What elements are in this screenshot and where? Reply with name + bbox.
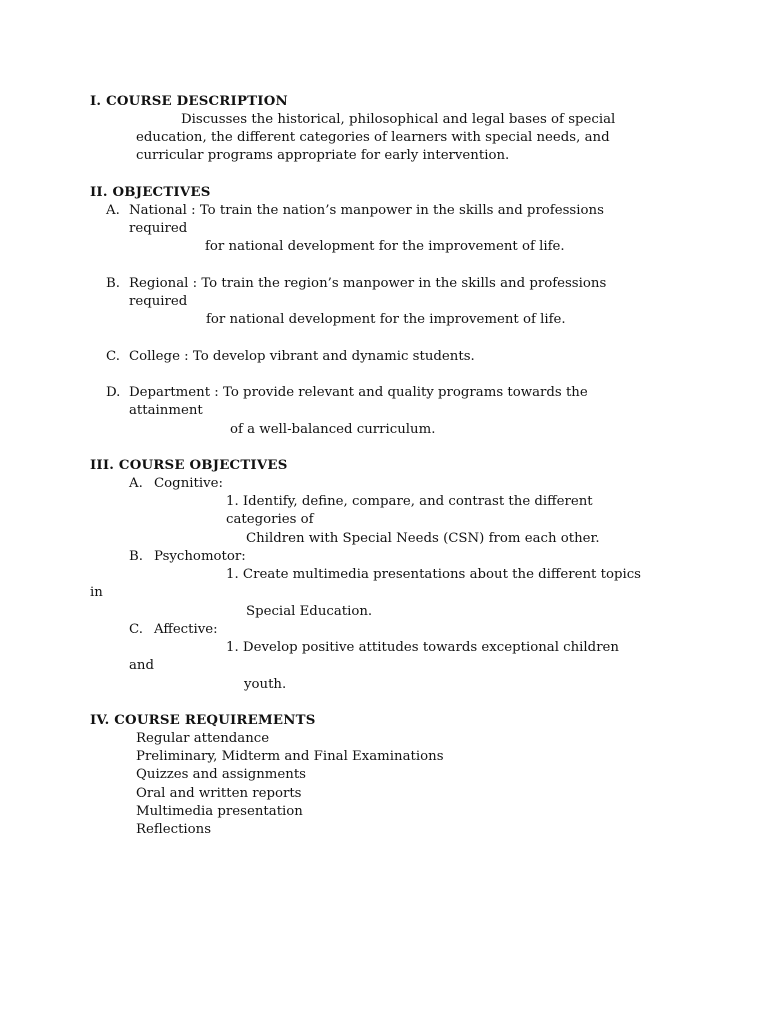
section-heading-course-description: I. COURSE DESCRIPTION [90,94,288,109]
objective-department-line: of a well-balanced curriculum. [230,422,436,437]
course-description-line: education, the different categories of learners with special needs, and [136,130,610,145]
objective-regional-line: for national development for the improvement of life. [206,312,566,327]
objective-national-line: National : To train the nation’s manpower in the skills and professions [129,203,604,218]
requirement-item: Quizzes and assignments [136,767,306,782]
psychomotor-objective-line: 1. Create multimedia presentations about the different topics [226,567,641,582]
objective-regional-line: required [129,294,188,309]
objective-department-line: Department : To provide relevant and quality programs towards the [129,385,588,400]
affective-objective-line: youth. [244,677,287,692]
psychomotor-objective-line: in [90,585,103,600]
section-heading-objectives: II. OBJECTIVES [90,185,211,200]
section-heading-course-objectives: III. COURSE OBJECTIVES [90,458,288,473]
domain-label-psychomotor: Psychomotor: [154,549,246,564]
domain-marker: A. [129,476,143,491]
requirement-item: Reflections [136,822,212,837]
objective-marker: B. [106,276,120,291]
objective-national-line: required [129,221,188,236]
cognitive-objective-line: Children with Special Needs (CSN) from each other. [246,531,600,546]
domain-label-affective: Affective: [154,622,218,637]
objective-department-line: attainment [129,403,203,418]
requirement-item: Oral and written reports [136,786,302,801]
domain-label-cognitive: Cognitive: [154,476,223,491]
domain-marker: C. [129,622,143,637]
affective-objective-line: 1. Develop positive attitudes towards exceptional children [226,640,619,655]
objective-marker: A. [106,203,120,218]
objective-marker: C. [106,349,120,364]
requirement-item: Preliminary, Midterm and Final Examinations [136,749,444,764]
domain-marker: B. [129,549,143,564]
cognitive-objective-line: categories of [226,512,314,527]
course-description-line: curricular programs appropriate for early intervention. [136,148,510,163]
course-description-line: Discusses the historical, philosophical and legal bases of special [181,112,616,127]
affective-objective-line: and [129,658,155,673]
psychomotor-objective-line: Special Education. [246,604,373,619]
cognitive-objective-line: 1. Identify, define, compare, and contrast the different [226,494,593,509]
requirement-item: Multimedia presentation [136,804,303,819]
section-heading-course-requirements: IV. COURSE REQUIREMENTS [90,713,316,728]
objective-college-line: College : To develop vibrant and dynamic students. [129,349,475,364]
objective-national-line: for national development for the improvement of life. [205,239,565,254]
objective-regional-line: Regional : To train the region’s manpower in the skills and professions [129,276,607,291]
objective-marker: D. [106,385,121,400]
requirement-item: Regular attendance [136,731,270,746]
